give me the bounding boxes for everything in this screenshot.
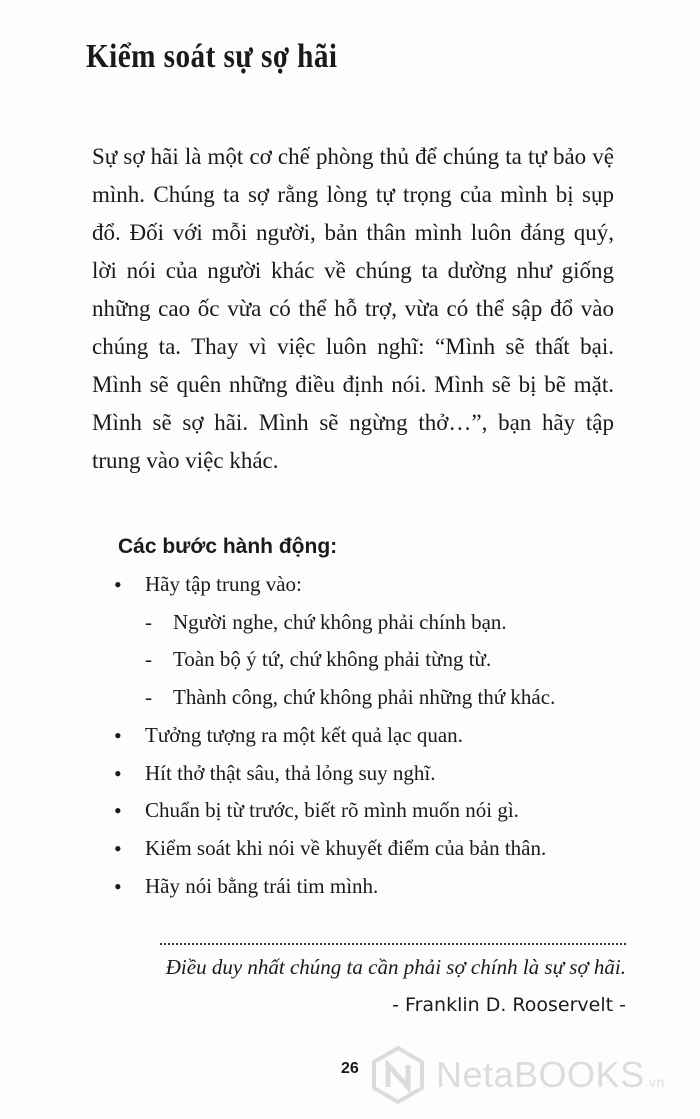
sub-list <box>145 604 632 717</box>
list-item: • Tưởng tượng ra một kết quả lạc quan. <box>112 717 632 755</box>
list-item: • Chuẩn bị từ trước, biết rõ mình muốn nói gì. <box>112 792 632 830</box>
list-item <box>112 566 632 717</box>
quote-author: - Franklin D. Rooservelt - <box>392 994 626 1016</box>
watermark <box>368 1040 700 1110</box>
steps-heading: Các bước hành động: <box>118 535 338 558</box>
sub-list-item: - Người nghe, chứ không phải chính bạn. <box>145 604 632 642</box>
list-item-text: Hãy tập trung vào: <box>145 572 302 596</box>
page-number: 26 <box>341 1060 359 1077</box>
quote-text: Điều duy nhất chúng ta cần phải sợ chính là sự sợ hãi. <box>165 955 626 979</box>
watermark-brand: NetaBOOKS.vn <box>436 1054 665 1095</box>
dotted-divider <box>160 943 626 945</box>
list-item: • Hít thở thật sâu, thả lỏng suy nghĩ. <box>112 755 632 793</box>
netabooks-logo-icon <box>368 1045 428 1105</box>
sub-list-item: - Toàn bộ ý tứ, chứ không phải từng từ. <box>145 641 632 679</box>
body-paragraph: Sự sợ hãi là một cơ chế phòng thủ để chúng ta tự bảo vệ mình. Chúng ta sợ rằng lòng tự trọng của mình bị sụp đổ. Đối với mỗi người, bản thân mình luôn đáng quý, lời nói của người khác về chúng ta dường như giống những cao ốc vừa có thể hỗ trợ, vừa có thể sập đổ vào chúng ta. Thay vì việc luôn nghĩ: “Mình sẽ thất bại. Mình sẽ quên những điều định nói. Mình sẽ bị bẽ mặt. Mình sẽ sợ hãi. Mình sẽ ngừng thở…”, bạn hãy tập trung vào việc khác. <box>92 144 614 473</box>
list-item: • Kiểm soát khi nói về khuyết điểm của bản thân. <box>112 830 632 868</box>
action-steps-list <box>112 566 632 905</box>
sub-list-item: - Thành công, chứ không phải những thứ khác. <box>145 679 632 717</box>
list-item: • Hãy nói bằng trái tim mình. <box>112 868 632 906</box>
page-title: Kiểm soát sự sợ hãi <box>86 38 338 75</box>
